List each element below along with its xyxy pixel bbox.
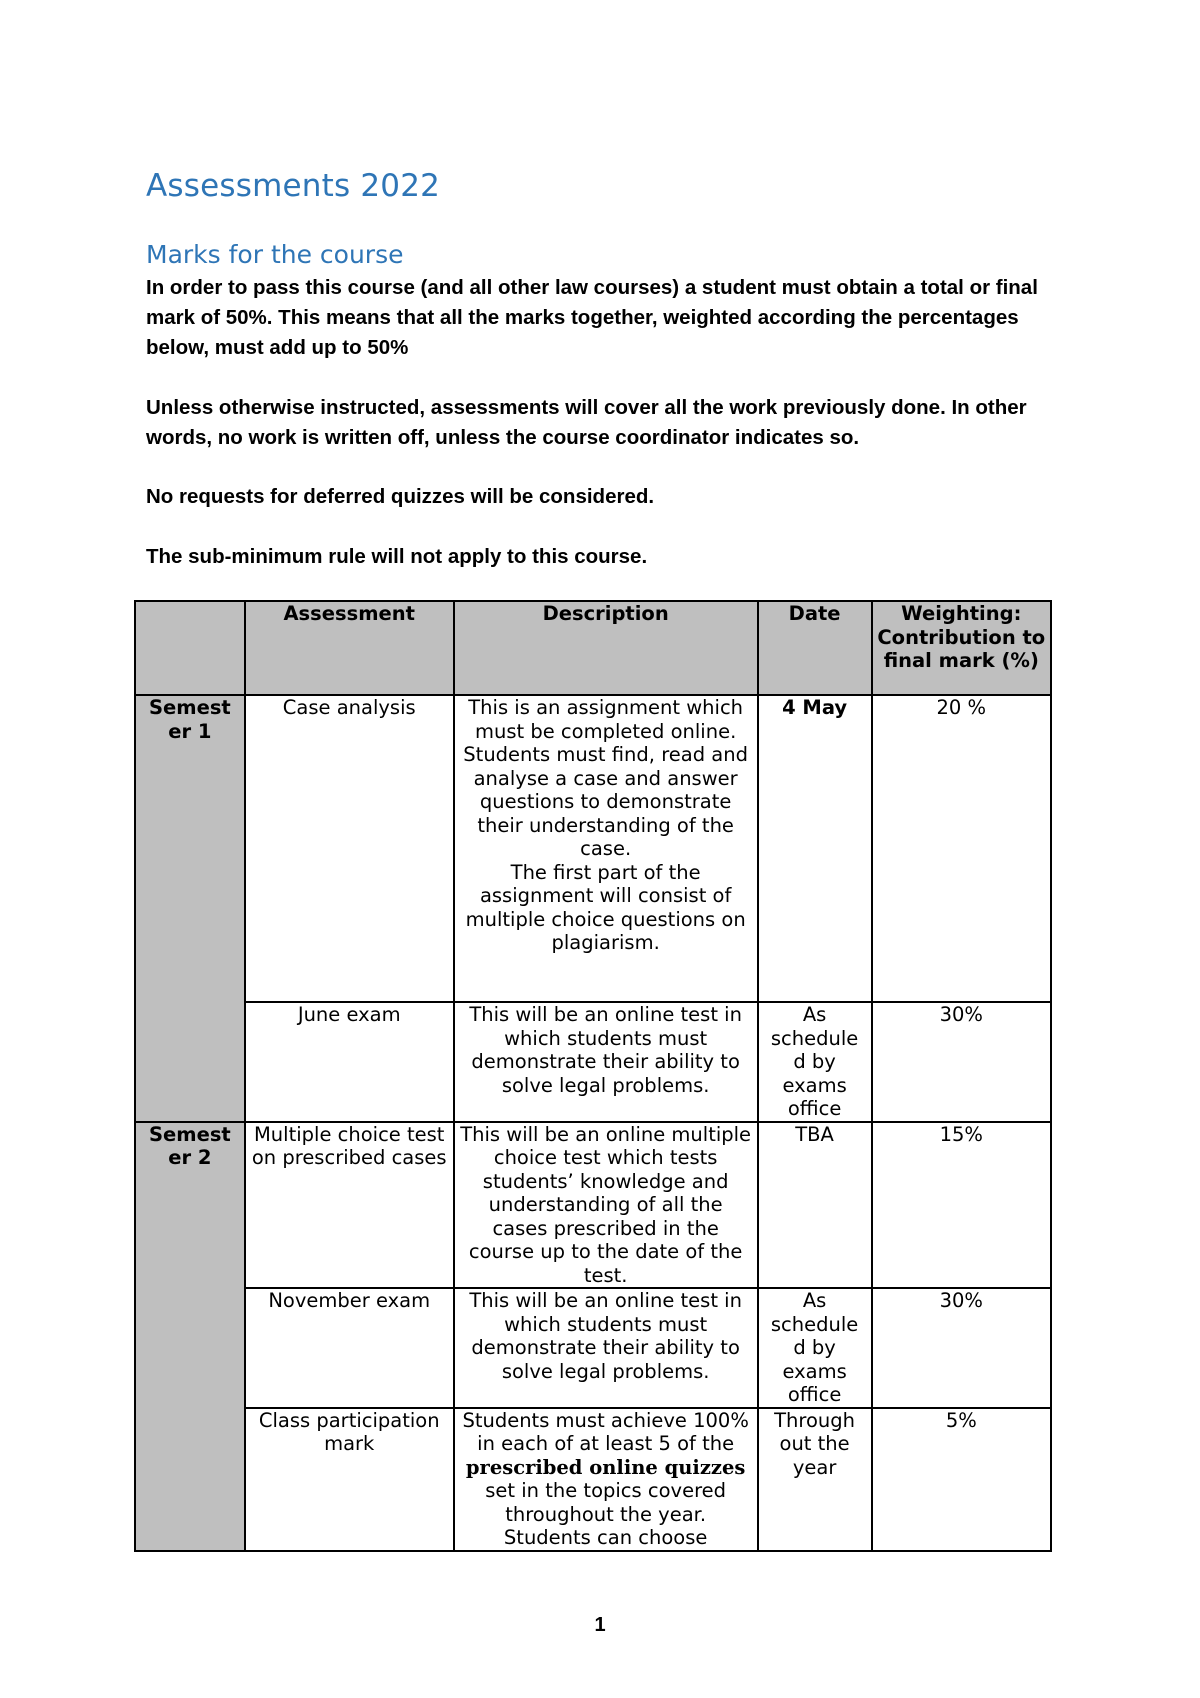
semester-1-cell: Semest er 1: [135, 695, 245, 1122]
cell-description: This will be an online test in which students must demonstrate their ability to solve legal problems.: [454, 1002, 758, 1122]
header-weighting: Weighting: Contribution to final mark (%): [872, 601, 1051, 695]
cell-date: TBA: [758, 1122, 872, 1289]
cell-description: This will be an online multiple choice test which tests students’ knowledge and understanding of all the cases prescribed in the course up to the date of the test.: [454, 1122, 758, 1289]
cell-assessment: June exam: [245, 1002, 454, 1122]
description-line: The first part of the assignment will consist of multiple choice questions on plagiarism.: [465, 860, 746, 954]
assessment-table: [134, 600, 1052, 1552]
semester-2-cell: Semest er 2: [135, 1122, 245, 1551]
section-heading: Marks for the course: [146, 240, 404, 269]
cell-description: This will be an online test in which students must demonstrate their ability to solve legal problems.: [454, 1288, 758, 1408]
header-assessment: Assessment: [245, 601, 454, 695]
cell-weighting: 30%: [872, 1002, 1051, 1122]
page-title: Assessments 2022: [146, 168, 441, 204]
paragraph-coverage-part1: Unless otherwise instructed, assessments: [146, 396, 566, 419]
description-part: set in the topics covered throughout the year. Students can choose: [485, 1479, 727, 1549]
cell-assessment: Multiple choice test on prescribed cases: [245, 1122, 454, 1289]
table-row: [135, 1122, 1051, 1289]
table-row: [135, 695, 1051, 1002]
cell-date: As schedule d by exams office: [758, 1288, 872, 1408]
paragraph-coverage-emphasis: will cover all the work previously done: [565, 396, 941, 419]
cell-weighting: 20 %: [872, 695, 1051, 1002]
table-row: [135, 1002, 1051, 1122]
paragraph-subminimum: The sub-minimum rule will not apply to this course.: [146, 545, 648, 568]
cell-weighting: 15%: [872, 1122, 1051, 1289]
cell-date: 4 May: [758, 695, 872, 1002]
description-emphasis: prescribed online quizzes: [465, 1455, 746, 1479]
cell-weighting: 5%: [872, 1408, 1051, 1551]
table-row: [135, 1288, 1051, 1408]
paragraph-coverage-part2: . In other words, no work is written off, unless the course coordinator indicates so.: [146, 396, 1027, 449]
cell-assessment: Class participation mark: [245, 1408, 454, 1551]
cell-date: Through out the year: [758, 1408, 872, 1551]
page-number: 1: [594, 1614, 606, 1636]
cell-description: [454, 1408, 758, 1551]
cell-date: As schedule d by exams office: [758, 1002, 872, 1122]
header-date: Date: [758, 601, 872, 695]
header-blank: [135, 601, 245, 695]
header-description: Description: [454, 601, 758, 695]
table-header-row: [135, 601, 1051, 695]
paragraph-pass-requirement: In order to pass this course (and all other law courses) a student must obtain a total or final mark of 50%. This means that all the marks together, weighted according the percentages below, must add up to 50%: [146, 276, 1038, 359]
cell-weighting: 30%: [872, 1288, 1051, 1408]
description-part: Students must achieve 100% in each of at least 5 of the: [462, 1408, 749, 1455]
cell-assessment: Case analysis: [245, 695, 454, 1002]
cell-assessment: November exam: [245, 1288, 454, 1408]
paragraph-coverage: [146, 393, 1066, 453]
cell-description: [454, 695, 758, 1002]
paragraph-deferred: No requests for deferred quizzes will be considered.: [146, 485, 655, 508]
table-row: [135, 1408, 1051, 1551]
description-line: Students must find, read and analyse a case and answer questions to demonstrate their understanding of the case.: [463, 743, 748, 860]
description-line: This is an assignment which must be completed online.: [468, 696, 744, 743]
